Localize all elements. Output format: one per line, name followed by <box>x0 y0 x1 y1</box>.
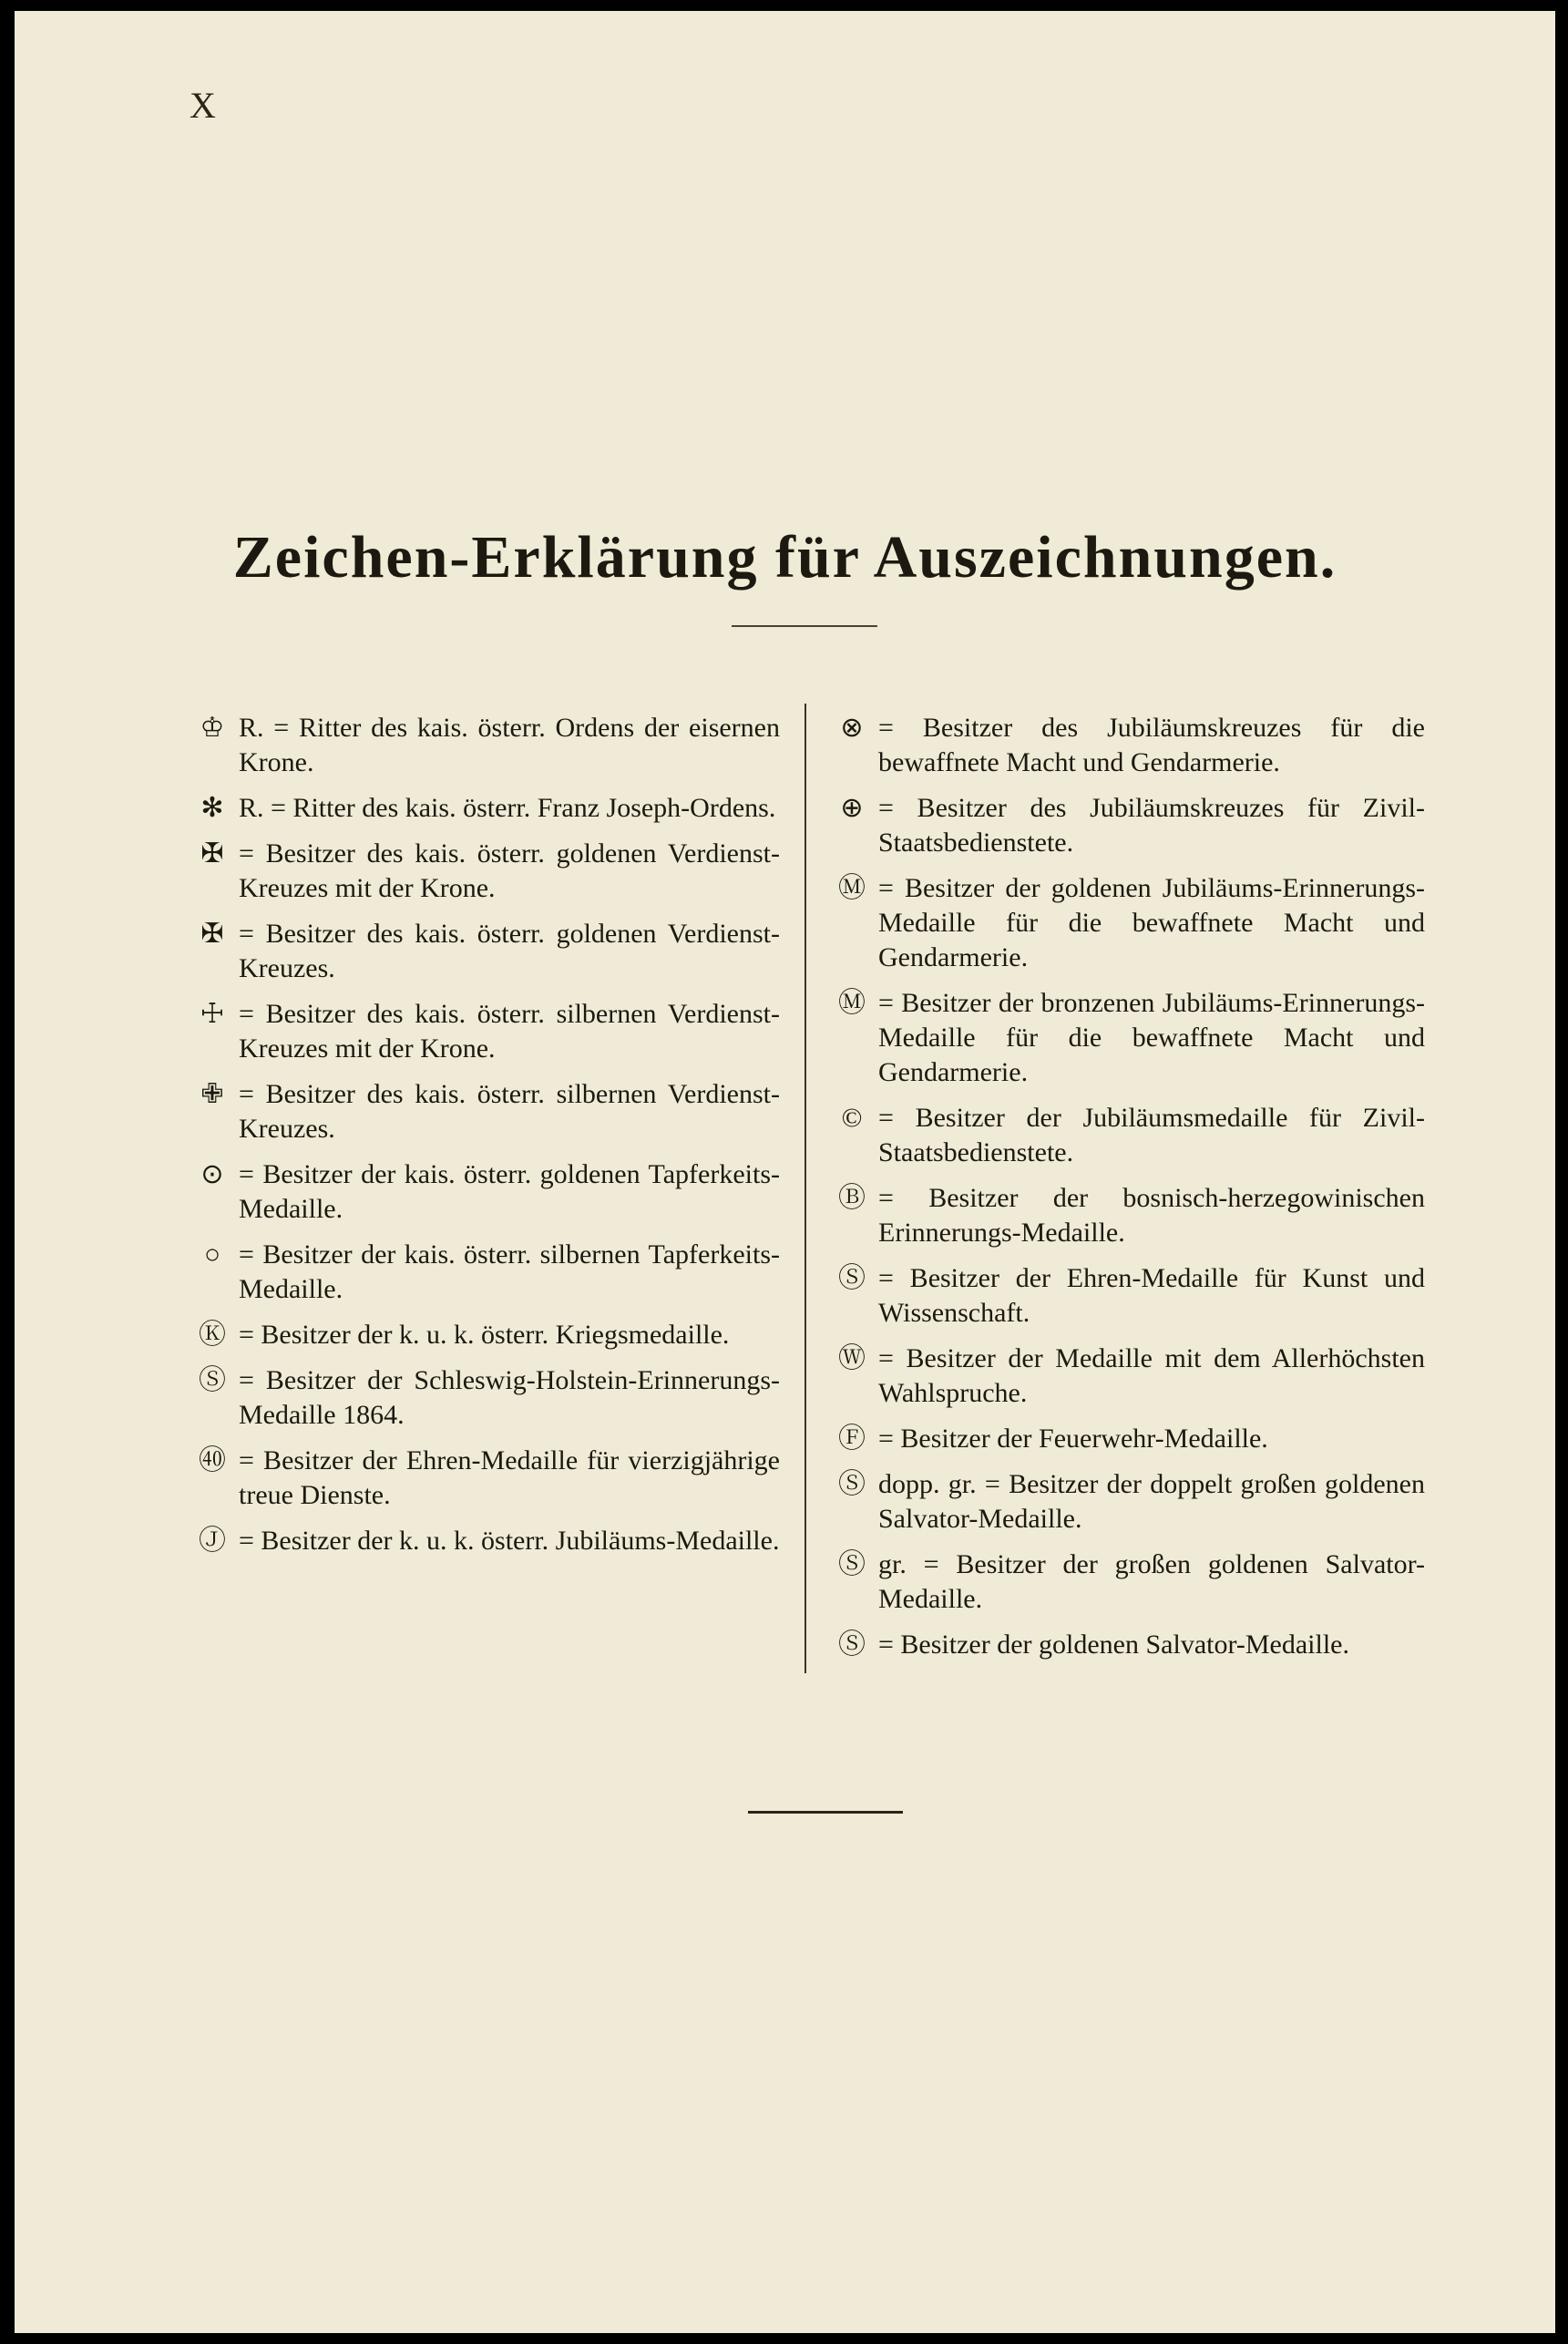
column-divider <box>804 704 806 1673</box>
legend-text: = Besitzer des kais. österr. goldenen Verdienst-Kreuzes. <box>239 919 780 983</box>
legend-entry <box>193 1524 780 1558</box>
page-number: X <box>190 85 216 126</box>
cross-outline-icon: ✙ <box>200 1079 224 1109</box>
circled-small-s-icon: Ⓢ <box>838 1263 866 1293</box>
legend-text: = Besitzer der Ehren-Medaille für Kunst und Wissenschaft. <box>878 1263 1425 1328</box>
legend-text: = Besitzer des Jubiläumskreuzes für Zivil-Staatsbedienstete. <box>878 793 1425 858</box>
bottom-divider <box>748 1811 903 1814</box>
circled-s-large-icon: Ⓢ <box>838 1549 866 1579</box>
legend-text: = Besitzer der Jubiläumsmedaille für Zivil-Staatsbedienstete. <box>878 1103 1425 1167</box>
legend-entry <box>833 986 1425 1090</box>
legend-text: = Besitzer der Medaille mit dem Allerhöchsten Wahlspruche. <box>878 1343 1425 1408</box>
legend-text: = Besitzer der kais. österr. goldenen Tapferkeits-Medaille. <box>239 1159 780 1224</box>
legend-entry <box>833 1467 1425 1537</box>
legend-entry <box>833 791 1425 860</box>
legend-entry <box>833 1261 1425 1331</box>
legend-text: = Besitzer der Feuerwehr-Medaille. <box>878 1424 1268 1454</box>
legend-text: = Besitzer der k. u. k. österr. Kriegsmedaille. <box>239 1320 730 1350</box>
legend-entry <box>833 1342 1425 1411</box>
legend-text: = Besitzer des kais. österr. silbernen Verdienst-Kreuzes. <box>239 1079 780 1144</box>
legend-entry <box>833 1422 1425 1456</box>
legend-entry <box>193 711 780 780</box>
circled-s-large-icon: Ⓢ <box>838 1469 866 1499</box>
legend-entry <box>193 1157 780 1227</box>
legend-text: = Besitzer der goldenen Jubiläums-Erinnerungs-Medaille für die bewaffnete Macht und Gendarmerie. <box>878 873 1425 972</box>
legend-entry <box>193 1238 780 1307</box>
star-cross-icon: ✻ <box>200 793 224 823</box>
circled-w-icon: Ⓦ <box>838 1343 866 1373</box>
legend-entry <box>833 1101 1425 1170</box>
legend-column-left <box>193 711 780 1569</box>
legend-text: = Besitzer des kais. österr. goldenen Verdienst-Kreuzes mit der Krone. <box>239 838 780 903</box>
legend-text: = Besitzer der goldenen Salvator-Medaille. <box>878 1629 1349 1660</box>
circled-s-large-icon: Ⓢ <box>838 1629 866 1660</box>
legend-text: R. = Ritter des kais. österr. Franz Joseph-Ordens. <box>239 793 776 823</box>
legend-entry <box>193 837 780 906</box>
circled-x-icon: ⊗ <box>840 713 864 743</box>
page-title: Zeichen-Erklärung für Auszeichnungen. <box>232 524 1337 591</box>
legend-text: = Besitzer des Jubiläumskreuzes für die bewaffnete Macht und Gendarmerie. <box>878 713 1425 777</box>
cross-icon: ✠ <box>200 919 224 949</box>
circle-icon: ○ <box>203 1239 221 1270</box>
legend-text: R. = Ritter des kais. österr. Ordens der eisernen Krone. <box>239 713 780 777</box>
circled-b-icon: Ⓑ <box>838 1183 866 1213</box>
legend-entry <box>193 997 780 1066</box>
legend-text: = Besitzer des kais. österr. silbernen Verdienst-Kreuzes mit der Krone. <box>239 999 780 1064</box>
legend-entry <box>833 711 1425 780</box>
circled-f-icon: Ⓕ <box>838 1424 866 1454</box>
circled-m-filled-icon: Ⓜ <box>838 873 866 903</box>
legend-entry <box>193 791 780 826</box>
legend-text: dopp. gr. = Besitzer der doppelt großen goldenen Salvator-Medaille. <box>878 1469 1425 1534</box>
circled-plus-icon: ⊕ <box>840 793 864 823</box>
legend-entry <box>193 1318 780 1352</box>
legend-text: = Besitzer der bronzenen Jubiläums-Erinnerungs-Medaille für die bewaffnete Macht und Gendarmerie. <box>878 988 1425 1087</box>
legend-text: = Besitzer der Schleswig-Holstein-Erinnerungs-Medaille 1864. <box>239 1365 780 1430</box>
crowned-cross-icon: ✠ <box>200 838 224 869</box>
circled-m-icon: Ⓜ <box>838 988 866 1018</box>
document-page <box>15 11 1555 2333</box>
legend-text: = Besitzer der Ehren-Medaille für vierzigjährige treue Dienste. <box>239 1445 780 1510</box>
legend-entry <box>833 1181 1425 1250</box>
dot-circle-icon: ⊙ <box>200 1159 224 1189</box>
crowned-cross-outline-icon: ☩ <box>200 999 225 1029</box>
legend-entry <box>833 1547 1425 1617</box>
legend-text: = Besitzer der kais. österr. silbernen Tapferkeits-Medaille. <box>239 1239 780 1304</box>
legend-entry <box>833 871 1425 975</box>
legend-entry <box>193 917 780 986</box>
circled-c-icon: © <box>841 1103 863 1133</box>
legend-column-right <box>833 711 1425 1673</box>
title-divider <box>732 625 877 627</box>
circled-j-icon: Ⓙ <box>199 1526 226 1556</box>
legend-entry <box>833 1628 1425 1662</box>
legend-entry <box>193 1077 780 1146</box>
legend-text: gr. = Besitzer der großen goldenen Salvator-Medaille. <box>878 1549 1425 1614</box>
legend-text: = Besitzer der bosnisch-herzegowinischen Erinnerungs-Medaille. <box>878 1183 1425 1248</box>
circled-k-icon: Ⓚ <box>199 1320 226 1350</box>
legend-text: = Besitzer der k. u. k. österr. Jubiläums-Medaille. <box>239 1526 780 1556</box>
legend-entry <box>193 1444 780 1513</box>
legend-entry <box>193 1363 780 1433</box>
circled-40-icon: ㊵ <box>199 1445 226 1475</box>
circled-s-icon: Ⓢ <box>199 1365 226 1395</box>
crown-icon: ♔ <box>200 713 225 743</box>
